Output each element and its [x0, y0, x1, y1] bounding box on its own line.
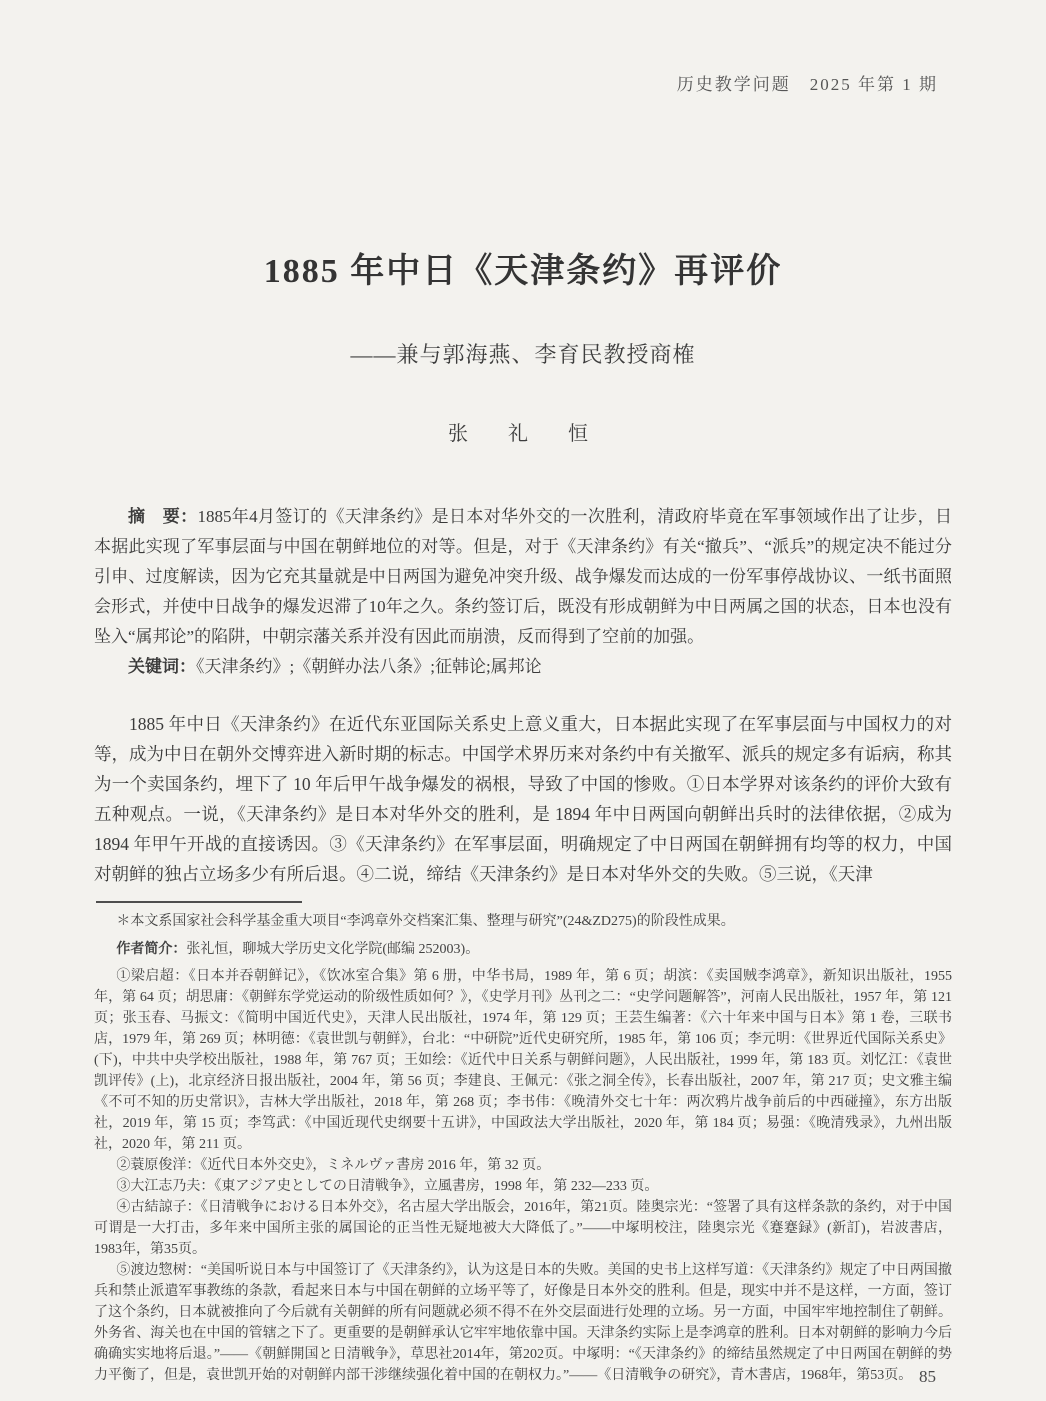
footnote-4: ④古結諒子：《日清戦争における日本外交》，名古屋大学出版会，2016年，第21页。陸奥宗光：“签署了具有这样条款的条约，对于中国可谓是一大打击，多年来中国所主张的属国论的正当性无疑地被大大降低了。”——中塚明校注，陸奥宗光《蹇蹇録》(新訂)，岩波書店，1983年，第35页。	[94, 1200, 952, 1257]
footnote-2: ②蓑原俊洋：《近代日本外交史》，ミネルヴァ書房 2016 年，第 32 页。	[116, 1158, 551, 1173]
article-title: 1885 年中日《天津条约》再评价	[263, 253, 783, 290]
article-subtitle: ——兼与郭海燕、李育民教授商榷	[350, 342, 696, 367]
footnote-separator	[96, 901, 302, 903]
article-author: 张 礼 恒	[448, 423, 598, 445]
journal-header: 历史教学问题 2025 年第 1 期	[676, 75, 938, 94]
body-paragraph: 1885 年中日《天津条约》在近代东亚国际关系史上意义重大，日本据此实现了在军事层面与中国权力的对等，成为中日在朝外交博弈进入新时期的标志。中国学术界历来对条约中有关撤军、派兵的规定多有诟病，称其为一个卖国条约，埋下了 10 年后甲午战争爆发的祸根，导致了中国的惨败。①日本学界对该条约的评价大致有五种观点。一说，《天津条约》是日本对华外交的胜利，是 1894 年中日两国向朝鲜出兵时的法律依据，②成为 1894 年甲午开战的直接诱因。③《天津条约》在军事层面，明确规定了中日两国在朝鲜拥有均等的权力，中国对朝鲜的独占立场多少有所后退。④二说，缔结《天津条约》是日本对华外交的失败。⑤三说，《天津	[94, 714, 952, 884]
author-bio-label: 作者简介：	[116, 942, 187, 957]
footnote-1: ①梁启超：《日本并吞朝鲜记》，《饮冰室合集》第 6 册，中华书局，1989 年，第 6 页；胡滨：《卖国贼李鸿章》，新知识出版社，1955 年，第 64 页；胡思庸：《朝鲜东学党运动的阶级性质如何？》，《史学月刊》丛刊之二：“史学问题解答”，河南人民出版社，1957 年，第 121 页；张玉春、马振文：《简明中国近代史》，天津人民出版社，1974 年，第 129 页；王芸生编著：《六十年来中国与日本》第 1 卷，三联书店，1979 年，第 269 页；林明德：《袁世凯与朝鲜》，台北：“中研院”近代史研究所，1985 年，第 106 页；李元明：《世界近代国际关系史》(下)，中共中央学校出版社，1988 年，第 767 页；王如绘：《近代中日关系与朝鲜问题》，人民出版社，1999 年，第 183 页。刘忆江：《袁世凯评传》(上)，北京经济日报出版社，2004 年，第 56 页；李建良、王佩元：《张之洞全传》，长春出版社，2007 年，第 217 页；史文雅主编《不可不知的历史常识》，吉林大学出版社，2018 年，第 268 页；李书伟：《晚清外交七十年：两次鸦片战争前后的中西碰撞》，东方出版社，2019 年，第 15 页；李笃武：《中国近现代史纲要十五讲》，中国政法大学出版社，2020 年，第 184 页；易强：《晚清残录》，九州出版社，2020 年，第 211 页。	[94, 969, 952, 1152]
keywords-line	[94, 652, 952, 682]
page-number: 85	[919, 1367, 936, 1386]
keywords-text: 《天津条约》;《朝鲜办法八条》;征韩论;属邦论	[196, 657, 542, 676]
keywords-label: 关键词：	[128, 657, 196, 676]
footnotes-block	[94, 911, 952, 1386]
abstract-label: 摘 要：	[128, 507, 198, 526]
author-bio-text: 张礼恒，聊城大学历史文化学院(邮编 252003)。	[186, 942, 480, 957]
abstract-paragraph	[94, 502, 952, 652]
funding-note: ＊本文系国家社会科学基金重大项目“李鸿章外交档案汇集、整理与研究”(24&ZD275)的阶段性成果。	[116, 914, 735, 929]
abstract-text: 1885年4月签订的《天津条约》是日本对华外交的一次胜利，清政府毕竟在军事领域作出了让步，日本据此实现了军事层面与中国在朝鲜地位的对等。但是，对于《天津条约》有关“撤兵”、“派兵”的规定决不能过分引申、过度解读，因为它充其量就是中日两国为避免冲突升级、战争爆发而达成的一份军事停战协议、一纸书面照会形式，并使中日战争的爆发迟滞了10年之久。条约签订后，既没有形成朝鲜为中日两属之国的状态，日本也没有坠入“属邦论”的陷阱，中朝宗藩关系并没有因此而崩溃，反而得到了空前的加强。	[94, 507, 953, 646]
author-bio-line	[94, 939, 952, 960]
footnote-5: ⑤渡边惣树：“美国听说日本与中国签订了《天津条约》，认为这是日本的失败。美国的史书上这样写道：《天津条约》规定了中日两国撤兵和禁止派遣军事教练的条款，看起来日本与中国在朝鲜的立场平等了，好像是日本外交的胜利。但是，现实中并不是这样，一方面，签订了这个条约，日本就被推向了今后就有关朝鲜的所有问题就必须不得不在外交层面进行处理的立场。另一方面，中国牢牢地控制住了朝鲜。外务省、海关也在中国的管辖之下了。更重要的是朝鲜承认它牢牢地依靠中国。天津条约实际上是李鸿章的胜利。日本对朝鲜的影响力今后确确实实地将后退。”——《朝鮮開国と日清戦争》，草思社2014年，第202页。中塚明：“《天津条约》的缔结虽然规定了中日两国在朝鲜的势力平衡了，但是，袁世凯开始的对朝鲜内部干涉继续强化着中国的在朝权力。”——《日清戦争の研究》，青木書店，1968年，第53页。	[94, 1263, 952, 1383]
footnote-3: ③大江志乃夫：《東アジア史としての日清戦争》，立風書房，1998 年，第 232—233 页。	[116, 1179, 659, 1194]
